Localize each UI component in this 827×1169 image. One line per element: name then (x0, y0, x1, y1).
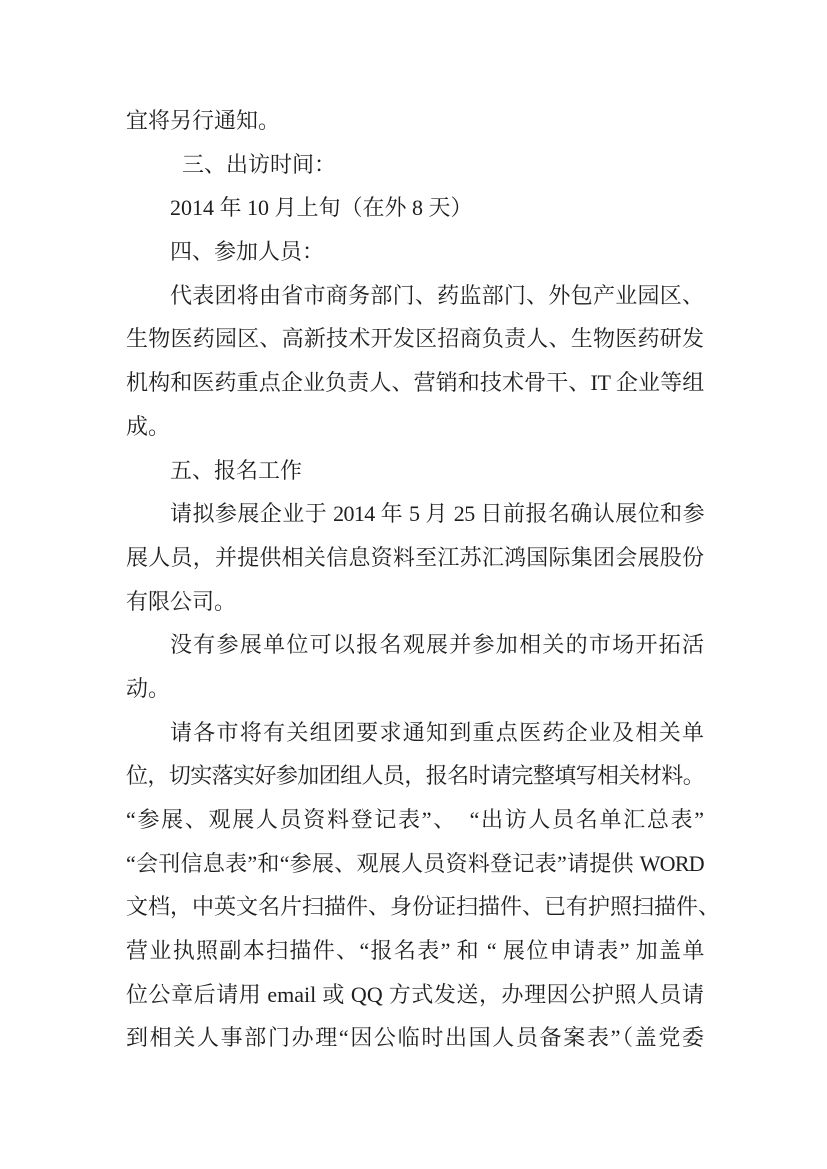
section-5-heading: 五、报名工作 (170, 457, 303, 483)
materials-paragraph-line-7: 位公章后请用 email 或 QQ 方式发送，办理因公护照人员请 (126, 981, 704, 1007)
materials-paragraph-line-5: 文档，中英文名片扫描件、身份证扫描件、已有护照扫描件、 (126, 894, 721, 920)
participants-paragraph-line-1: 代表团将由省市商务部门、药监部门、外包产业园区、 (170, 282, 704, 308)
materials-paragraph-line-4: “会刊信息表”和“参展、观展人员资料登记表”请提供 WORD (126, 850, 704, 876)
participants-paragraph-line-4: 成。 (126, 413, 171, 439)
participants-paragraph-line-2: 生物医药园区、高新技术开发区招商负责人、生物医药研发 (126, 326, 704, 352)
materials-paragraph-line-3: “参展、观展人员资料登记表”、 “出访人员名单汇总表” (126, 807, 704, 832)
participants-paragraph-line-3: 机构和医药重点企业负责人、营销和技术骨干、IT 企业等组 (126, 370, 704, 396)
materials-paragraph-line-8: 到相关人事部门办理“因公临时出国人员备案表”（盖党委 (126, 1025, 704, 1051)
registration-paragraph-line-1: 请拟参展企业于 2014 年 5 月 25 日前报名确认展位和参 (170, 501, 704, 527)
registration-paragraph-line-2: 展人员，并提供相关信息资料至江苏汇鸿国际集团会展股份 (126, 544, 704, 570)
visit-time-text: 2014 年 10 月上旬（在外 8 天） (170, 195, 473, 221)
section-3-heading: 三、出访时间： (182, 151, 337, 177)
materials-paragraph-line-6: 营业执照副本扫描件、“报名表” 和 “ 展位申请表” 加盖单 (126, 938, 704, 964)
document-body (126, 99, 721, 1060)
paragraph-tail-notice: 宜将另行通知。 (126, 108, 281, 133)
observer-paragraph-line-1: 没有参展单位可以报名观展并参加相关的市场开拓活 (170, 632, 704, 658)
registration-paragraph-line-3: 有限公司。 (126, 588, 237, 614)
section-4-heading: 四、参加人员： (170, 239, 325, 265)
observer-paragraph-line-2: 动。 (126, 675, 171, 701)
materials-paragraph-line-1: 请各市将有关组团要求通知到重点医药企业及相关单 (170, 719, 704, 745)
materials-paragraph-line-2: 位，切实落实好参加团组人员，报名时请完整填写相关材料。 (126, 763, 704, 789)
